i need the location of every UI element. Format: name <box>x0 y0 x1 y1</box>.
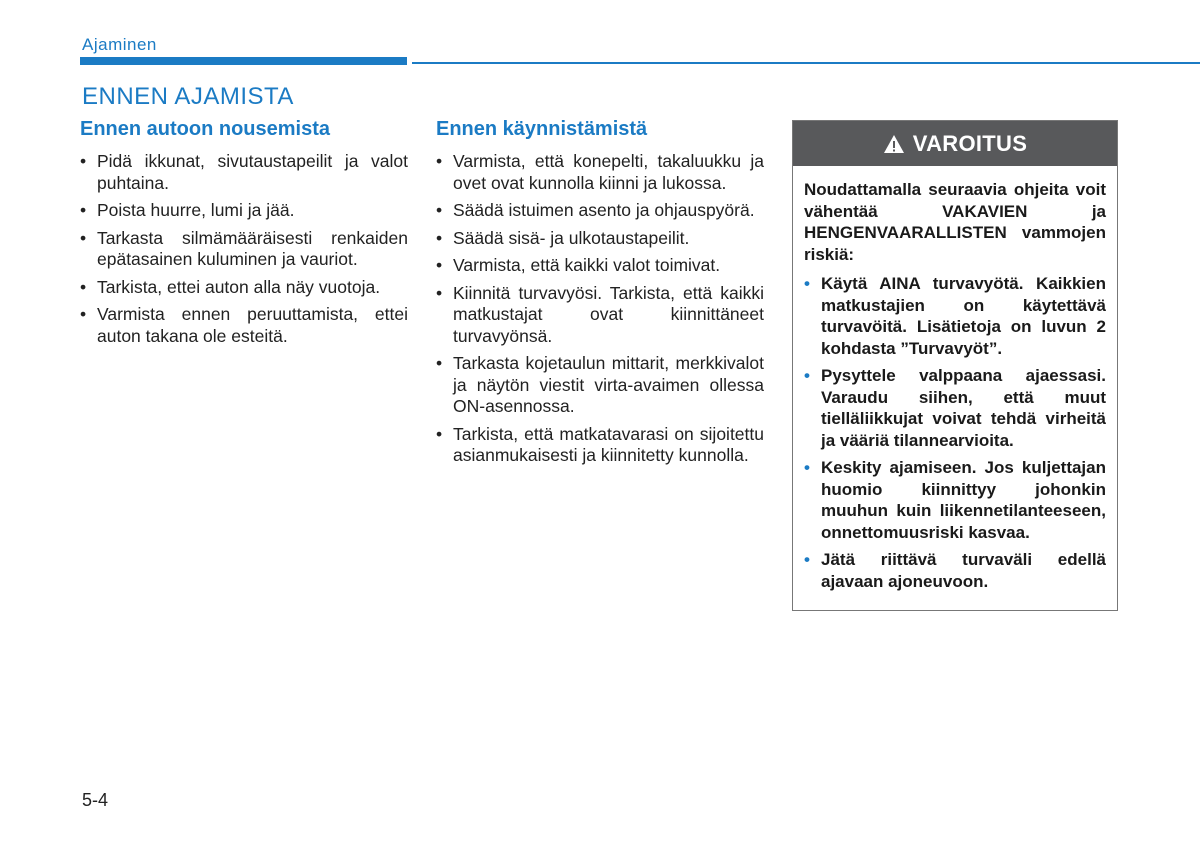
warning-box <box>792 120 1118 611</box>
warning-item: • Käytä AINA turvavyötä. Kaikkien matkustajien on käytettävä turvavöitä. Lisätietoja on luvun 2 kohdasta ”Turvavyöt”. <box>804 273 1106 359</box>
list-item: • Varmista ennen peruuttamista, ettei auton takana ole esteitä. <box>80 304 408 347</box>
warning-header <box>793 121 1117 166</box>
list-item: • Kiinnitä turvavyösi. Tarkista, että kaikki matkustajat ovat kiinnittäneet turvavyönsä. <box>436 283 764 348</box>
list-item: • Pidä ikkunat, sivutaustapeilit ja valot puhtaina. <box>80 151 408 194</box>
column-before-starting <box>436 117 764 473</box>
warning-item: • Jätä riittävä turvaväli edellä ajavaan ajoneuvoon. <box>804 549 1106 592</box>
list-item: • Säädä sisä- ja ulkotaustapeilit. <box>436 228 764 250</box>
list-item: • Varmista, että konepelti, takaluukku ja ovet ovat kunnolla kiinni ja lukossa. <box>436 151 764 194</box>
list-item: • Tarkista, että matkatavarasi on sijoitettu asianmukaisesti ja kiinnitetty kunnolla. <box>436 424 764 467</box>
header-rule-thin <box>412 62 1200 64</box>
list-item: • Tarkasta silmämääräisesti renkaiden epätasainen kuluminen ja vauriot. <box>80 228 408 271</box>
list-item: • Poista huurre, lumi ja jää. <box>80 200 408 222</box>
column-heading: Ennen autoon nousemista <box>80 118 331 140</box>
header-rule-thick <box>80 57 407 65</box>
page-number: 5-4 <box>82 790 109 810</box>
list-item: • Säädä istuimen asento ja ohjauspyörä. <box>436 200 764 222</box>
warning-intro: Noudattamalla seuraavia ohjeita voit vähentää VAKAVIEN ja HENGENVAARALLISTEN vammojen riskiä: <box>804 180 1106 264</box>
bullet-list <box>80 151 408 347</box>
list-item: • Tarkista, ettei auton alla näy vuotoja. <box>80 277 408 299</box>
warning-title: VAROITUS <box>912 130 1028 156</box>
warning-list <box>804 273 1106 592</box>
list-item: • Varmista, että kaikki valot toimivat. <box>436 255 764 277</box>
column-before-entering <box>80 117 408 353</box>
warning-item: • Keskity ajamiseen. Jos kuljettajan huomio kiinnittyy johonkin muuhun kuin liikennetilanteeseen, onnettomuusriski kasvaa. <box>804 457 1106 543</box>
list-item: • Tarkasta kojetaulun mittarit, merkkivalot ja näytön viestit virta-avaimen ollessa ON-asennossa. <box>436 353 764 418</box>
section-title: ENNEN AJAMISTA <box>82 83 294 110</box>
bullet-list <box>436 151 764 467</box>
column-heading: Ennen käynnistämistä <box>436 118 648 140</box>
chapter-label: Ajaminen <box>82 35 157 54</box>
warning-triangle-icon <box>883 134 905 154</box>
warning-body <box>793 166 1117 592</box>
warning-item: • Pysyttele valppaana ajaessasi. Varaudu siihen, että muut tielläliikkujat voivat tehdä virheitä ja vääriä tilannearvioita. <box>804 365 1106 451</box>
